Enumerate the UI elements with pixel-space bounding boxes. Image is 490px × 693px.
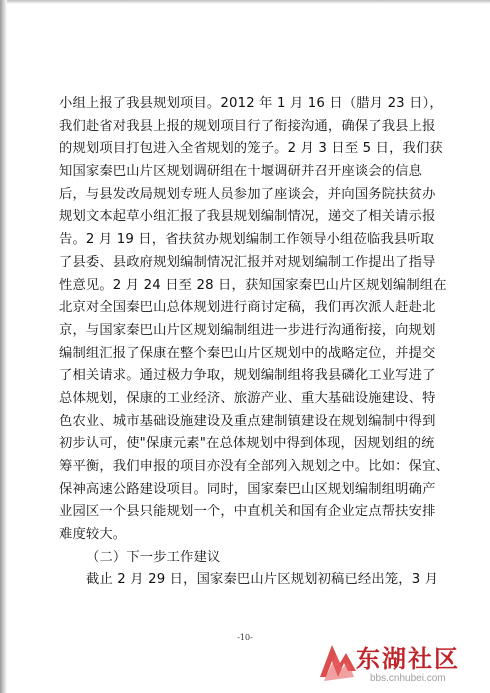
text-line: 编制组汇报了保康在整个秦巴山片区规划中的战略定位，并提交 xyxy=(59,345,436,361)
text-line: 保神高速公路建设项目。同时，国家秦巴山区规划编制组明确产 xyxy=(59,481,436,497)
text-line: 北京对全国秦巴山总体规划进行商讨定稿，我们再次派人赶赴北 xyxy=(59,300,436,316)
text-line: 了县委、县政府规划编制情况汇报并对规划编制工作提出了指导 xyxy=(59,254,436,270)
watermark xyxy=(318,633,490,693)
text-line: 了相关请求。通过极力争取，规划编制组将我县磷化工业写进了 xyxy=(59,368,436,384)
section-heading: （二）下一步工作建议 xyxy=(86,549,221,565)
text-line: 我们赴省对我县上报的规划项目行了衔接沟通，确保了我县上报 xyxy=(59,118,436,134)
text-line: 小组上报了我县规划项目。2012 年 1 月 16 日（腊月 23 日）， xyxy=(59,96,443,111)
text-line: 总体规划，保康的工业经济、旅游产业、重大基础设施建设、特 xyxy=(59,390,436,406)
page-left-shadow xyxy=(0,0,7,693)
text-line: 业园区一个县只能规划一个，中直机关和国有企业定点帮扶安排 xyxy=(59,504,436,520)
text-line: 告。2 月 19 日，省扶贫办规划编制工作领导小组莅临我县听取 xyxy=(59,232,435,248)
text-line: 后，与县发改局规划专班人员参加了座谈会，并向国务院扶贫办 xyxy=(59,186,436,202)
text-line: 初步认可，使"保康元素"在总体规划中得到体现，因规划组的统 xyxy=(59,436,435,452)
text-line: 色农业、城市基础设施建设及重点建制镇建设在规划编制中得到 xyxy=(59,413,436,429)
document-body xyxy=(59,93,447,592)
text-line: 筹平衡，我们申报的项目亦没有全部列入规划之中。比如：保宜、 xyxy=(59,459,449,474)
red-arrow-logo-icon xyxy=(318,637,358,689)
text-line: 规划文本起草小组汇报了我县规划编制情况，递交了相关请示报 xyxy=(59,209,436,225)
watermark-title: 东湖社区 xyxy=(356,645,460,673)
page-number: -10- xyxy=(237,633,253,642)
text-line: 截止 2 月 29 日，国家秦巴山片区规划初稿已经出笼，3 月 xyxy=(86,572,439,588)
page-top-shadow xyxy=(0,0,490,4)
text-line: 性意见。2 月 24 日至 28 日，获知国家秦巴山片区规划编制组在 xyxy=(59,277,447,293)
text-line: 京，与国家秦巴山片区规划编制组进一步进行沟通衔接，向规划 xyxy=(59,322,436,338)
text-line: 知国家秦巴山片区规划调研组在十堰调研并召开座谈会的信息 xyxy=(59,164,423,180)
text-line: 难度较大。 xyxy=(59,527,127,543)
watermark-url: bbs.cnhubei.com xyxy=(370,673,446,684)
text-line: 的规划项目打包进入全省规划的笼子。2 月 3 日至 5 日，我们获 xyxy=(59,141,443,157)
